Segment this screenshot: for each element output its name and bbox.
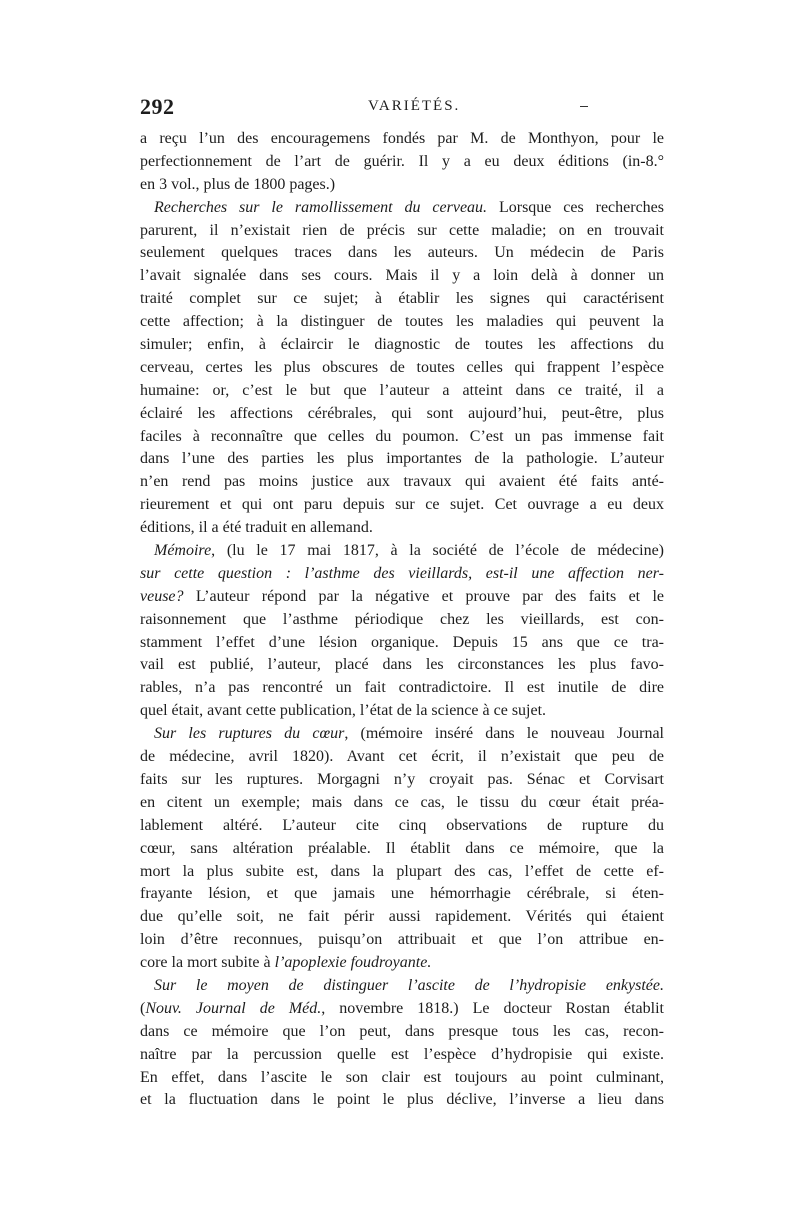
text-line-23: stamment l’effet d’une lésion organique. Depuis 15 ans que ce tra- xyxy=(140,633,664,651)
text-line-17: rieurement et qui ont paru depuis sur ce sujet. Cet ouvrage a eu deux xyxy=(140,496,664,514)
text-line-4: Recherches sur le ramollissement du cerveau. Lorsque ces recherches xyxy=(154,198,664,216)
text-line-25: rables, n’a pas rencontré un fait contradictoire. Il est inutile de dire xyxy=(140,679,664,697)
text-line-29: faits sur les ruptures. Morgagni n’y croyait pas. Sénac et Corvisart xyxy=(140,770,664,788)
text-line-32: cœur, sans altération préalable. Il établit dans ce mémoire, que la xyxy=(140,839,664,857)
text-line-30: en citent un exemple; mais dans ce cas, le tissu du cœur était préa- xyxy=(140,793,664,811)
text-line-6: seulement quelques traces dans les auteurs. Un médecin de Paris xyxy=(140,244,664,262)
text-line-2: perfectionnement de l’art de guérir. Il y a eu deux éditions (in-8.° xyxy=(140,152,664,170)
text-line-13: éclairé les affections cérébrales, qui sont aujourd’hui, peut-être, plus xyxy=(140,404,664,422)
text-line-1: a reçu l’un des encouragemens fondés par M. de Monthyon, pour le xyxy=(140,130,664,147)
text-line-35: due qu’elle soit, ne fait périr aussi rapidement. Vérités qui étaient xyxy=(140,908,664,926)
text-line-19: Mémoire, (lu le 17 mai 1817, à la société de l’école de médecine) xyxy=(154,542,664,560)
text-line-34: frayante lésion, et que jamais une hémorrhagie cérébrale, si éten- xyxy=(140,885,664,903)
text-line-20: sur cette question : l’asthme des vieillards, est-il une affection ner- xyxy=(140,564,664,582)
text-line-11: cerveau, certes les plus obscures de toutes celles qui frappent l’espèce xyxy=(140,358,664,376)
text-line-15: dans l’une des parties les plus importantes de la pathologie. L’auteur xyxy=(140,450,664,468)
text-line-27: Sur les ruptures du cœur, (mémoire inséré dans le nouveau Journal xyxy=(154,725,664,743)
text-line-26: quel était, avant cette publication, l’état de la science à ce sujet. xyxy=(140,702,547,720)
text-line-7: l’avait signalée dans ses cours. Mais il y a loin delà à donner un xyxy=(140,267,664,285)
text-line-31: lablement altéré. L’auteur cite cinq observations de rupture du xyxy=(140,816,664,834)
running-head: VARIÉTÉS. xyxy=(368,98,461,114)
text-line-10: simuler; enfin, à éclaircir le diagnostic de toutes les affections du xyxy=(140,336,664,354)
text-line-14: faciles à reconnaître que celles du poumon. C’est un pas immense fait xyxy=(140,427,664,445)
text-line-39: (Nouv. Journal de Méd., novembre 1818.) Le docteur Rostan établit xyxy=(140,999,664,1017)
text-line-33: mort la plus subite est, dans la plupart des cas, l’effet de cette ef- xyxy=(140,862,664,880)
text-line-3: en 3 vol., plus de 1800 pages.) xyxy=(140,175,336,193)
text-line-8: traité complet sur ce sujet; à établir les signes qui caractérisent xyxy=(140,290,664,308)
text-line-5: parurent, il n’existait rien de précis sur cette maladie; on en trouvait xyxy=(140,221,664,239)
page-header xyxy=(140,94,662,124)
text-line-16: n’en rend pas moins justice aux travaux qui avaient été faits anté- xyxy=(140,473,664,491)
text-line-42: En effet, dans l’ascite le son clair est toujours au point culminant, xyxy=(140,1068,664,1086)
text-line-9: cette affection; à la distinguer de toutes les maladies qui peuvent la xyxy=(140,313,664,331)
text-line-28: de médecine, avril 1820). Avant cet écrit, il n’existait que peu de xyxy=(140,748,664,766)
text-line-22: raisonnement que l’asthme périodique chez les vieillards, est con- xyxy=(140,610,664,628)
text-line-38: Sur le moyen de distinguer l’ascite de l’hydropisie enkystée. xyxy=(154,976,664,994)
text-line-18: éditions, il a été traduit en allemand. xyxy=(140,519,373,537)
text-line-37: core la mort subite à l’apoplexie foudroyante. xyxy=(140,954,432,972)
text-line-41: naître par la percussion quelle est l’espèce d’hydropisie qui existe. xyxy=(140,1045,664,1063)
text-line-12: humaine: or, c’est le but que l’auteur a atteint dans ce traité, il a xyxy=(140,381,664,399)
text-line-24: vail est publié, l’auteur, placé dans les circonstances les plus favo- xyxy=(140,656,664,674)
text-line-43: et la fluctuation dans le point le plus déclive, l’inverse a lieu dans xyxy=(140,1091,664,1109)
text-line-36: loin d’être reconnues, puisqu’on attribuait et que l’on attribue en- xyxy=(140,931,664,949)
text-line-40: dans ce mémoire que l’on peut, dans presque tous les cas, recon- xyxy=(140,1022,664,1040)
body-text xyxy=(140,128,664,1112)
page-number: 292 xyxy=(140,94,175,119)
text-line-21: veuse? L’auteur répond par la négative et prouve par des faits et le xyxy=(140,587,664,605)
header-dash xyxy=(580,106,588,107)
